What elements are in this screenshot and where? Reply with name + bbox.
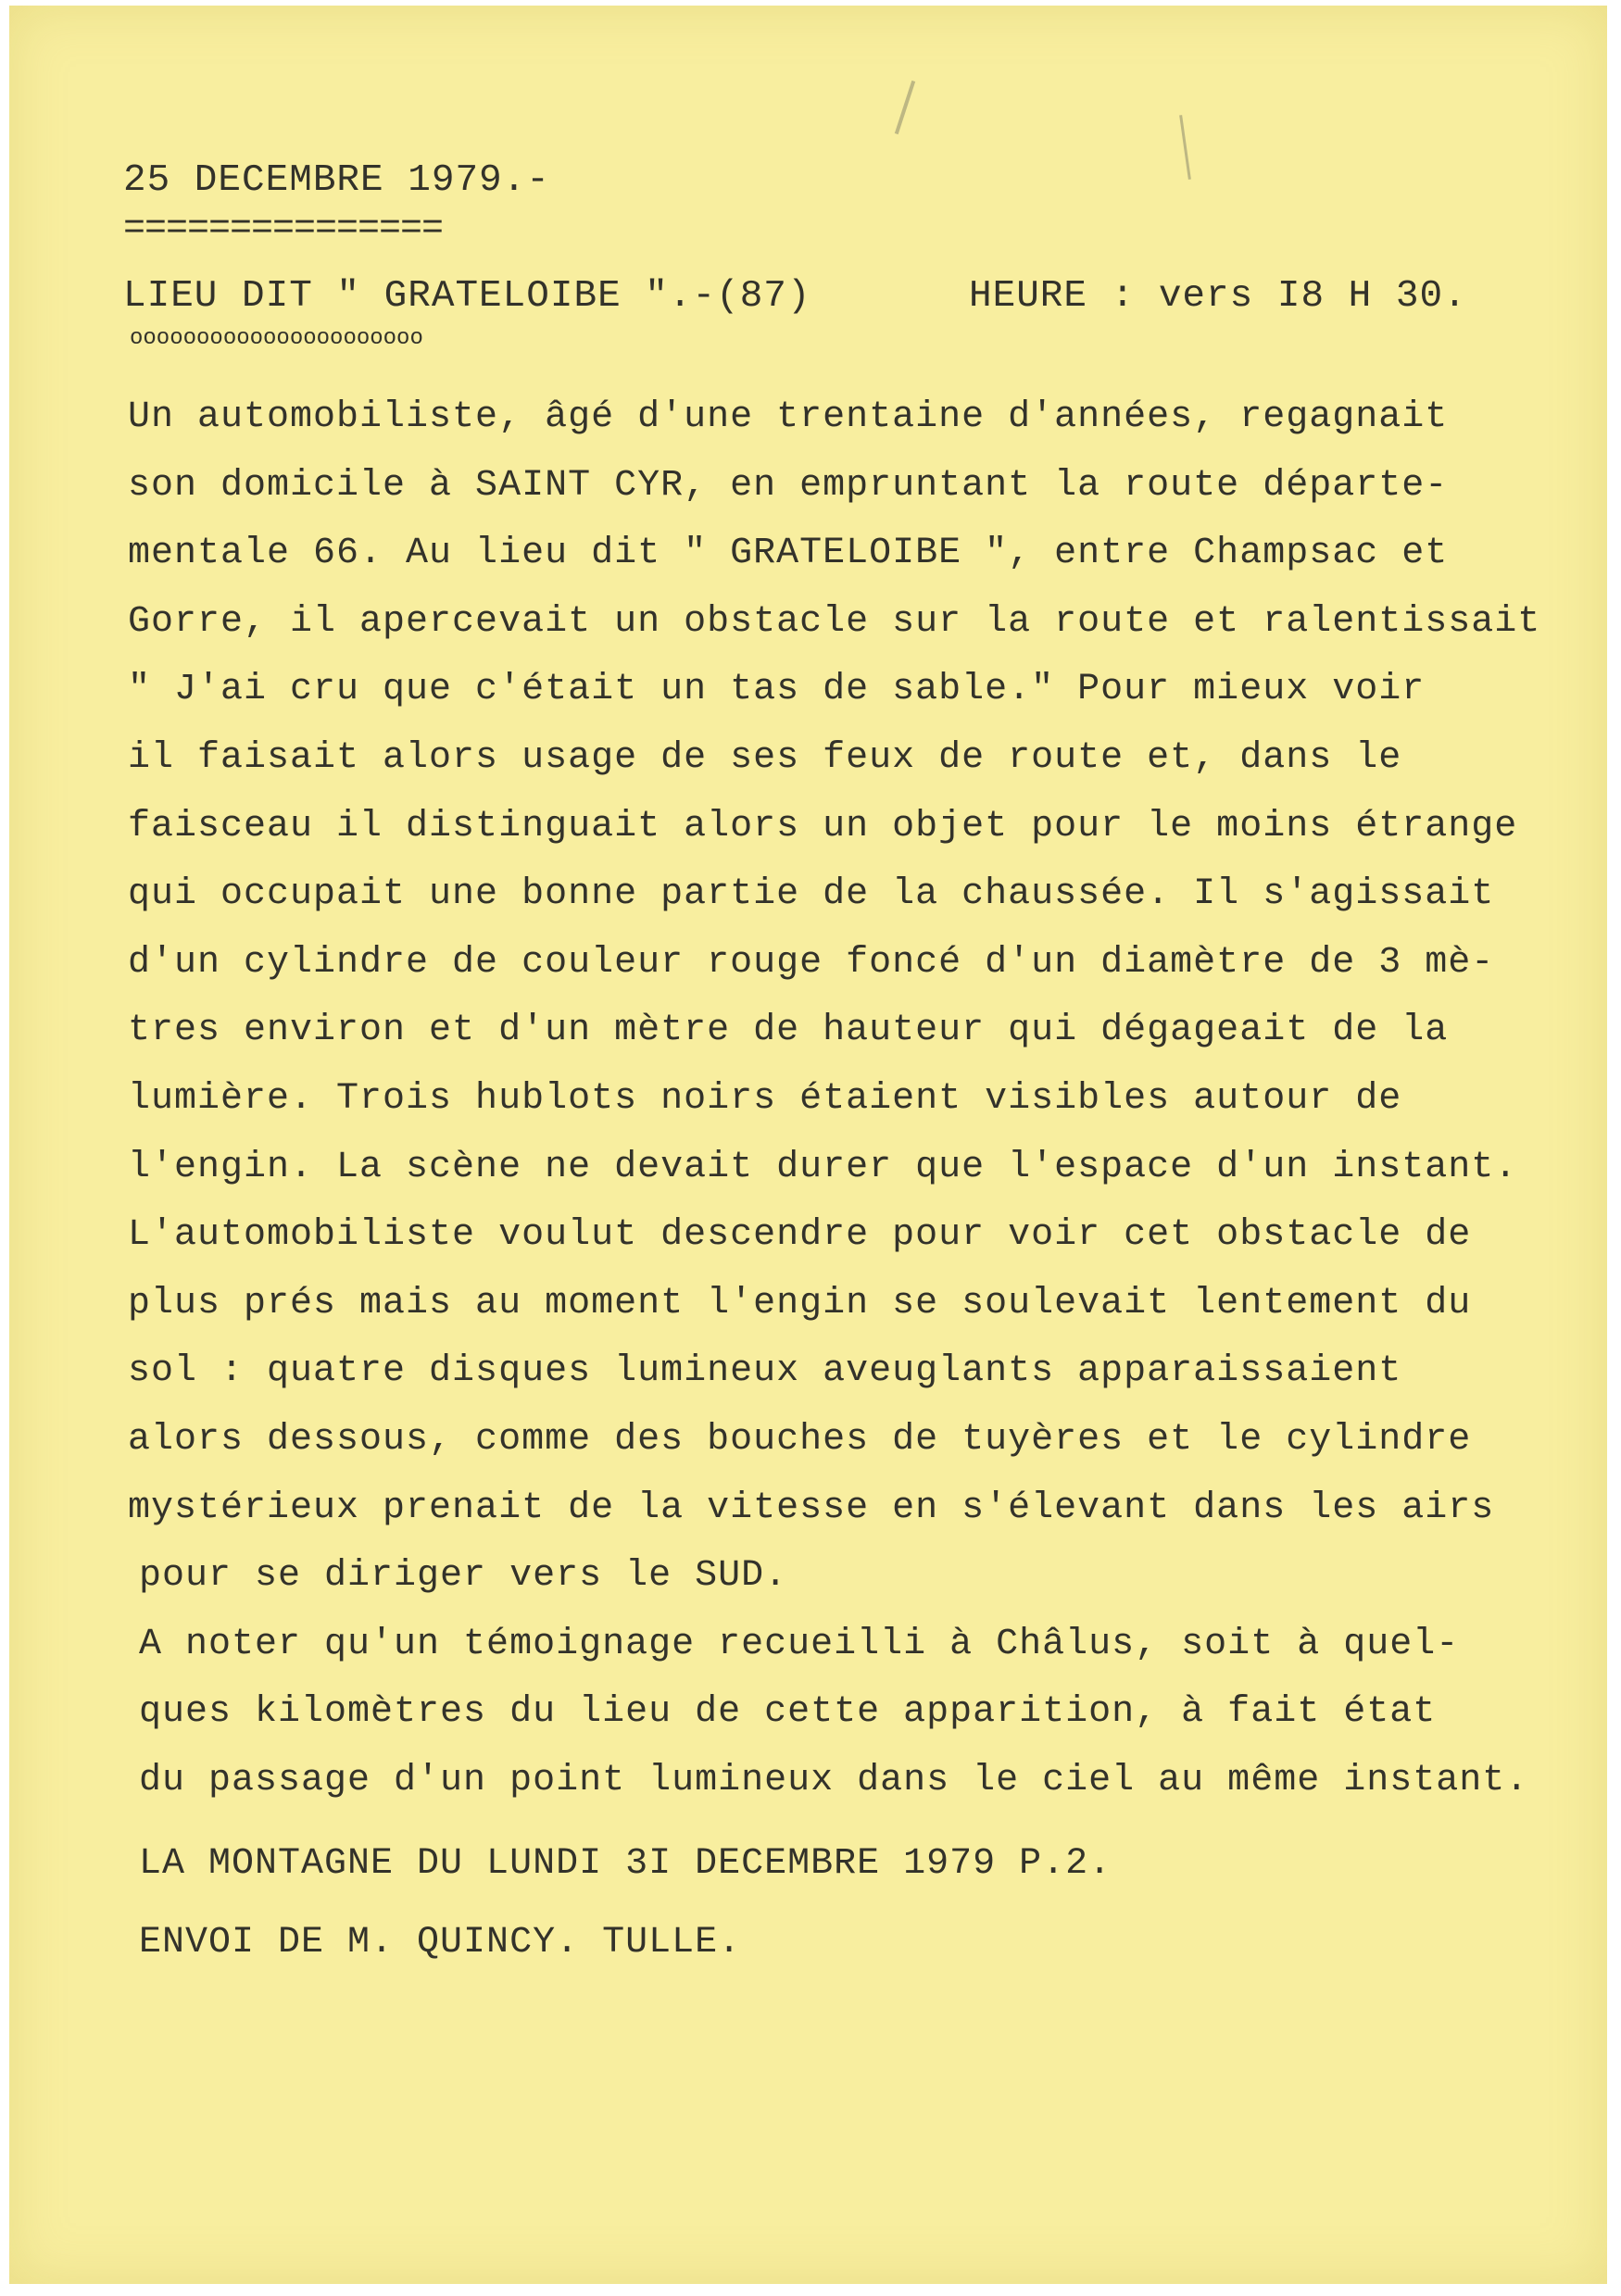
body-line: A noter qu'un témoignage recueilli à Châlus, soit à quel-: [139, 1624, 1460, 1665]
body-line: d'un cylindre de couleur rouge foncé d'un diamètre de 3 mè-: [128, 942, 1495, 984]
body-line: du passage d'un point lumineux dans le ciel au même instant.: [139, 1760, 1529, 1801]
place-heading: LIEU DIT " GRATELOIBE ".-(87): [123, 275, 811, 318]
body-line: sol : quatre disques lumineux aveuglants apparaissaient: [128, 1350, 1402, 1392]
body-line: plus prés mais au moment l'engin se soulevait lentement du: [128, 1283, 1472, 1324]
body-line: alors dessous, comme des bouches de tuyères et le cylindre: [128, 1419, 1472, 1461]
place-underline: oooooooooooooooooooooo: [130, 326, 423, 351]
body-line: lumière. Trois hublots noirs étaient visibles autour de: [128, 1078, 1402, 1120]
body-line: son domicile à SAINT CYR, en empruntant la route départe-: [128, 465, 1449, 507]
body-line: qui occupait une bonne partie de la chaussée. Il s'agissait: [128, 873, 1495, 915]
body-line: l'engin. La scène ne devait durer que l'espace d'un instant.: [128, 1147, 1518, 1188]
source-line: LA MONTAGNE DU LUNDI 3I DECEMBRE 1979 P.2.: [139, 1843, 1112, 1885]
body-line: pour se diriger vers le SUD.: [139, 1555, 788, 1597]
body-line: L'automobiliste voulut descendre pour voir cet obstacle de: [128, 1214, 1472, 1256]
body-line: mystérieux prenait de la vitesse en s'élevant dans les airs: [128, 1487, 1495, 1529]
date-underline: ===============: [123, 208, 444, 250]
body-line: faisceau il distinguait alors un objet pour le moins étrange: [128, 806, 1518, 847]
body-line: mentale 66. Au lieu dit " GRATELOIBE ", entre Champsac et: [128, 533, 1449, 574]
body-line: tres environ et d'un mètre de hauteur qui dégageait de la: [128, 1010, 1449, 1051]
body-line: Un automobiliste, âgé d'une trentaine d'années, regagnait: [128, 396, 1449, 438]
pencil-mark: [1179, 115, 1191, 180]
body-line: Gorre, il apercevait un obstacle sur la route et ralentissait: [128, 601, 1541, 643]
source-line: ENVOI DE M. QUINCY. TULLE.: [139, 1922, 742, 1964]
body-line: il faisait alors usage de ses feux de route et, dans le: [128, 737, 1402, 779]
body-line: " J'ai cru que c'était un tas de sable." Pour mieux voir: [128, 669, 1426, 710]
time-heading: HEURE : vers I8 H 30.: [969, 275, 1467, 318]
body-line: ques kilomètres du lieu de cette apparition, à fait état: [139, 1691, 1437, 1733]
document-date: 25 DECEMBRE 1979.-: [123, 159, 550, 202]
pencil-mark: [895, 81, 915, 134]
